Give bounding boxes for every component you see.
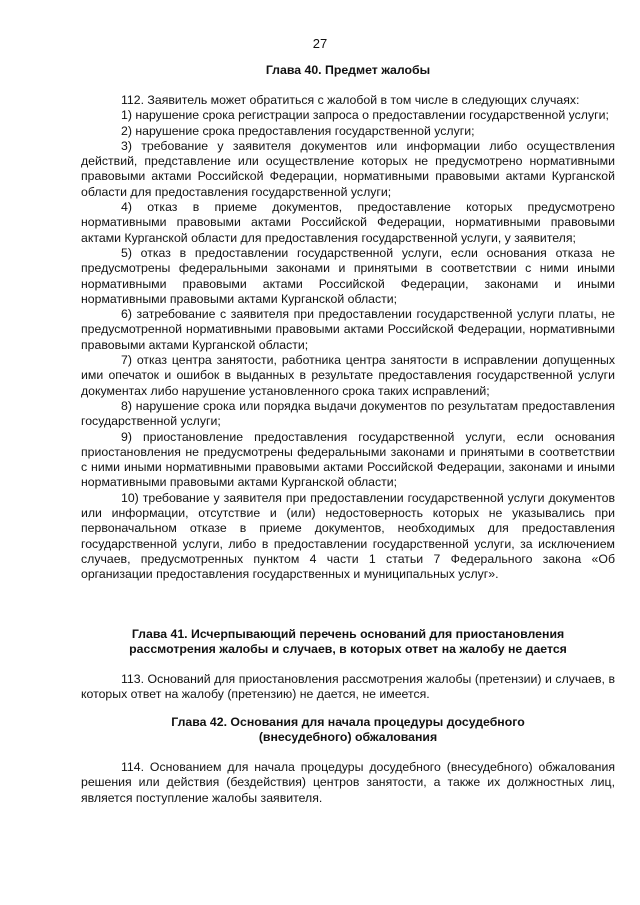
chapter-40 bbox=[81, 63, 615, 78]
chapter-40-title: Глава 40. Предмет жалобы bbox=[265, 63, 431, 77]
page-number: 27 bbox=[312, 36, 328, 51]
list-item-1: 1) нарушение срока регистрации запроса о предоставлении государственной услуги; bbox=[121, 108, 609, 123]
list-item-6: 6) затребование с заявителя при предоставлении государственной услуги платы, не предусмотренной нормативными правовыми актами Российской Федерации, нормативными правовыми актами Курганской области; bbox=[81, 307, 615, 352]
list-item-10: 10) требование у заявителя при предоставлении государственной услуги документов или информации, отсутствие и (или) недостоверность которых не указывались при первоначальном отказе в приеме документов, необходимых для предоставления государственной услуги, либо в предоставлении государственной услуги, за исключением случаев, предусмотренных пунктом 4 части 1 статьи 7 Федерального закона «Об организации предоставления государственных и муниципальных услуг». bbox=[81, 490, 615, 582]
chapter-41 bbox=[81, 627, 615, 657]
chapter-41-title-line1: Глава 41. Исчерпывающий перечень оснований для приостановления bbox=[131, 627, 565, 641]
paragraph-112: 112. Заявитель может обратиться с жалобой в том числе в следующих случаях: bbox=[121, 93, 580, 107]
chapter-41-body bbox=[81, 672, 615, 703]
list-item-5: 5) отказ в предоставлении государственной услуги, если основания отказа не предусмотрены федеральными законами и принятыми в соответствии с ними иными нормативными правовыми актами Российской Федерации, законами и иными нормативными правовыми актами Курганской области; bbox=[81, 245, 615, 306]
chapter-42-body bbox=[81, 760, 615, 806]
list-item-9: 9) приостановление предоставления государственной услуги, если основания приостановления не предусмотрены федеральными законами и принятыми в соответствии с ними иными нормативными правовыми актами Российской Федерации, законами и иными нормативными правовыми актами Курганской области; bbox=[81, 429, 615, 490]
list-item-7: 7) отказ центра занятости, работника центра занятости в исправлении допущенных ими опечаток и ошибок в выданных в результате предоставления государственной услуги документах либо нарушение установленного срока таких исправлений; bbox=[81, 353, 615, 398]
list-item-2: 2) нарушение срока предоставления государственной услуги; bbox=[121, 123, 475, 138]
list-item-8: 8) нарушение срока или порядка выдачи документов по результатам предоставления государственной услуги; bbox=[81, 398, 615, 429]
list-item-4: 4) отказ в приеме документов, предоставление которых предусмотрено нормативными правовыми актами Российской Федерации, нормативными правовыми актами Курганской области для предоставления государственной услуги, у заявителя; bbox=[81, 200, 615, 245]
chapter-42-title-line1: Глава 42. Основания для начала процедуры досудебного bbox=[171, 715, 525, 729]
paragraph-114: 114. Основанием для начала процедуры досудебного (внесудебного) обжалования решения или действия (бездействия) центров занятости, а также их должностных лиц, является поступление жалобы заявителя. bbox=[81, 760, 615, 805]
chapter-40-body bbox=[81, 93, 615, 583]
chapter-41-title-line2: рассмотрения жалобы и случаев, в которых ответ на жалобу не дается bbox=[129, 642, 567, 656]
paragraph-113: 113. Оснований для приостановления рассмотрения жалобы (претензии) и случаев, в которых ответ на жалобу (претензию) не дается, не имеется. bbox=[81, 672, 615, 702]
chapter-42-title-line2: (внесудебного) обжалования bbox=[258, 730, 438, 744]
list-item-3: 3) требование у заявителя документов или информации либо осуществления действий, представление или осуществление которых не предусмотрено нормативными правовыми актами Российской Федерации, нормативными правовыми актами Курганской области для предоставления государственной услуги; bbox=[81, 138, 615, 199]
chapter-42 bbox=[81, 715, 615, 745]
